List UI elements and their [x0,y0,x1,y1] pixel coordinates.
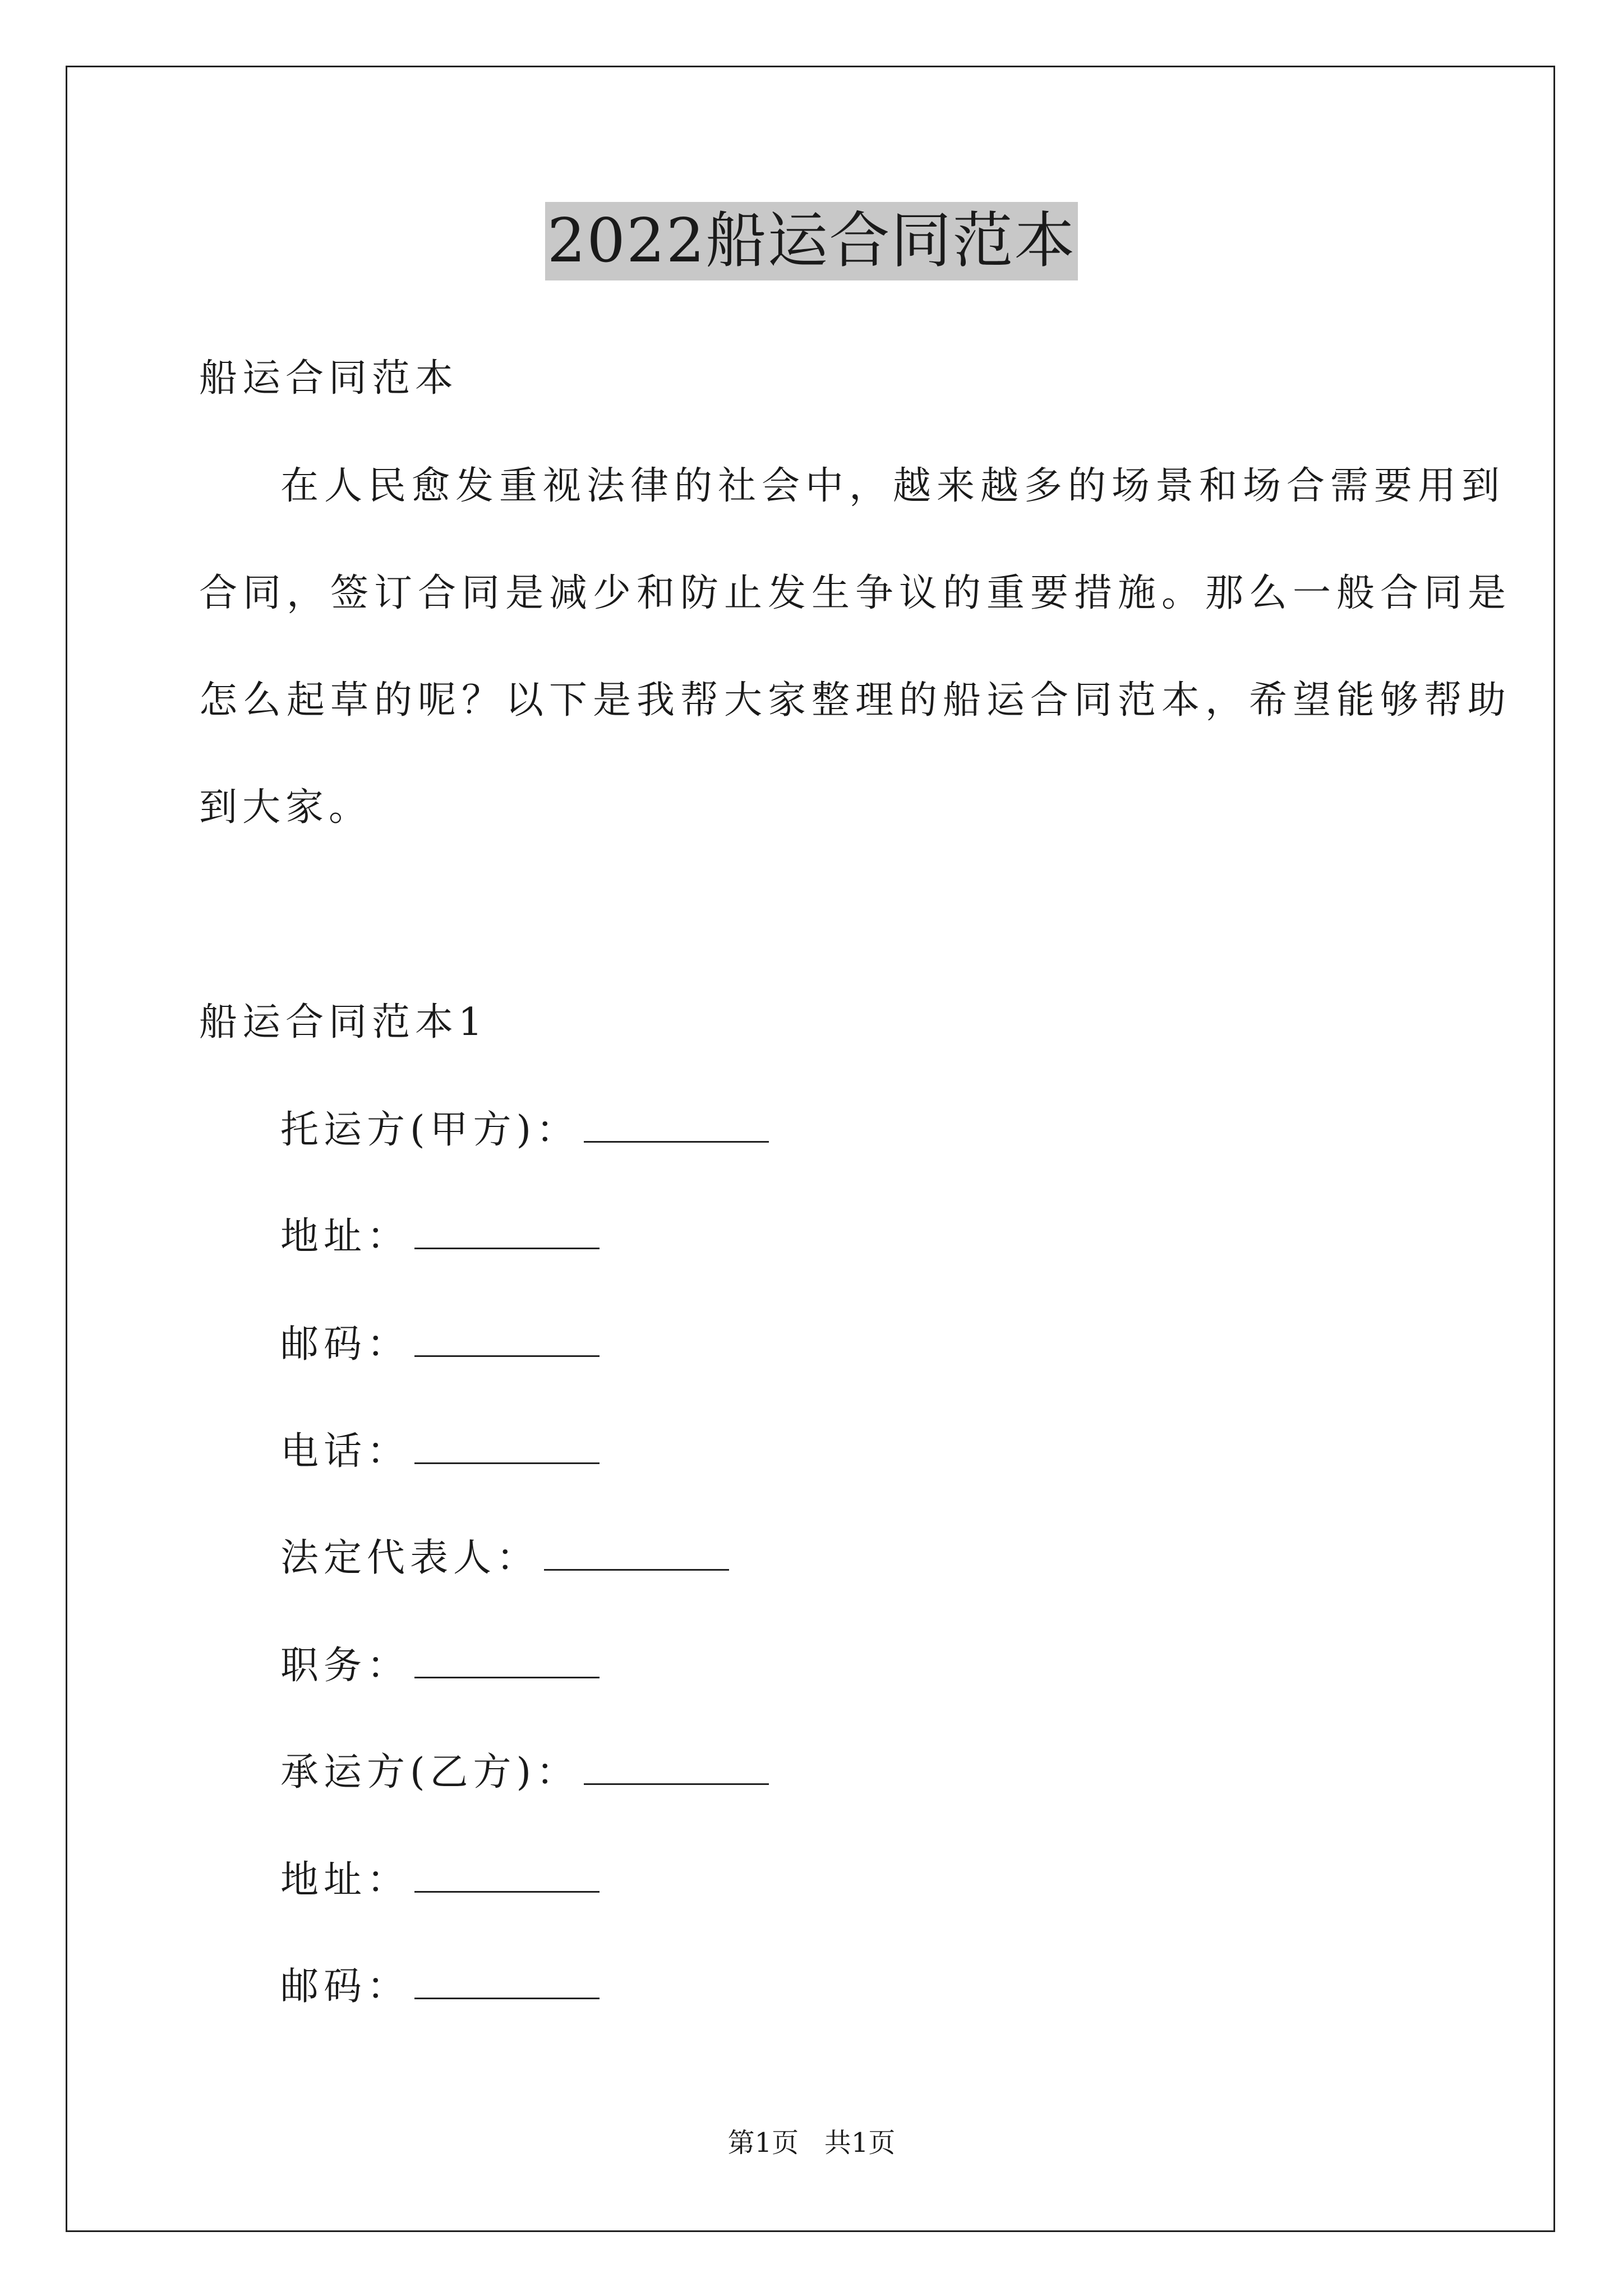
field-row [280,1855,600,1906]
intro-line-3: 怎么起草的呢？以下是我帮大家整理的船运合同范本，希望能够帮助 [199,678,1512,723]
blank-line-field[interactable] [414,1320,600,1357]
blank-line-field[interactable] [414,1963,600,1999]
document-title: 2022船运合同范本 [545,202,1078,280]
blank-line-field[interactable] [414,1856,600,1893]
blank-line-field[interactable] [414,1428,600,1464]
intro-line-4: 到大家。 [199,785,372,830]
field-label: 法定代表人： [280,1536,540,1580]
blank-line-field[interactable] [584,1106,769,1143]
document-subtitle: 船运合同范本 [199,356,459,401]
field-row [280,1212,600,1262]
title-container [0,202,1623,280]
field-row [280,1962,600,2012]
field-row [280,1533,729,1584]
blank-line-field[interactable] [544,1534,729,1571]
field-label: 电话： [280,1429,411,1474]
field-label: 邮码： [280,1322,411,1366]
field-row [280,1641,600,1691]
field-label: 地址： [280,1214,411,1259]
field-label: 职务： [280,1644,411,1688]
blank-line-field[interactable] [414,1642,600,1678]
blank-line-field[interactable] [584,1749,769,1785]
page-footer: 第1页 共1页 [727,2127,896,2159]
intro-line-1: 在人民愈发重视法律的社会中，越来越多的场景和场合需要用到 [280,464,1506,508]
field-row [280,1427,600,1477]
field-row [280,1105,769,1156]
field-label: 邮码： [280,1964,411,2009]
field-label: 托运方(甲方)： [280,1108,580,1152]
field-row [280,1319,600,1370]
field-label: 承运方(乙方)： [280,1750,580,1795]
field-label: 地址： [280,1858,411,1902]
field-row [280,1747,769,1798]
blank-line-field[interactable] [414,1213,600,1249]
intro-line-2: 合同，签订合同是减少和防止发生争议的重要措施。那么一般合同是 [199,571,1512,615]
section-heading: 船运合同范本1 [199,1000,488,1045]
